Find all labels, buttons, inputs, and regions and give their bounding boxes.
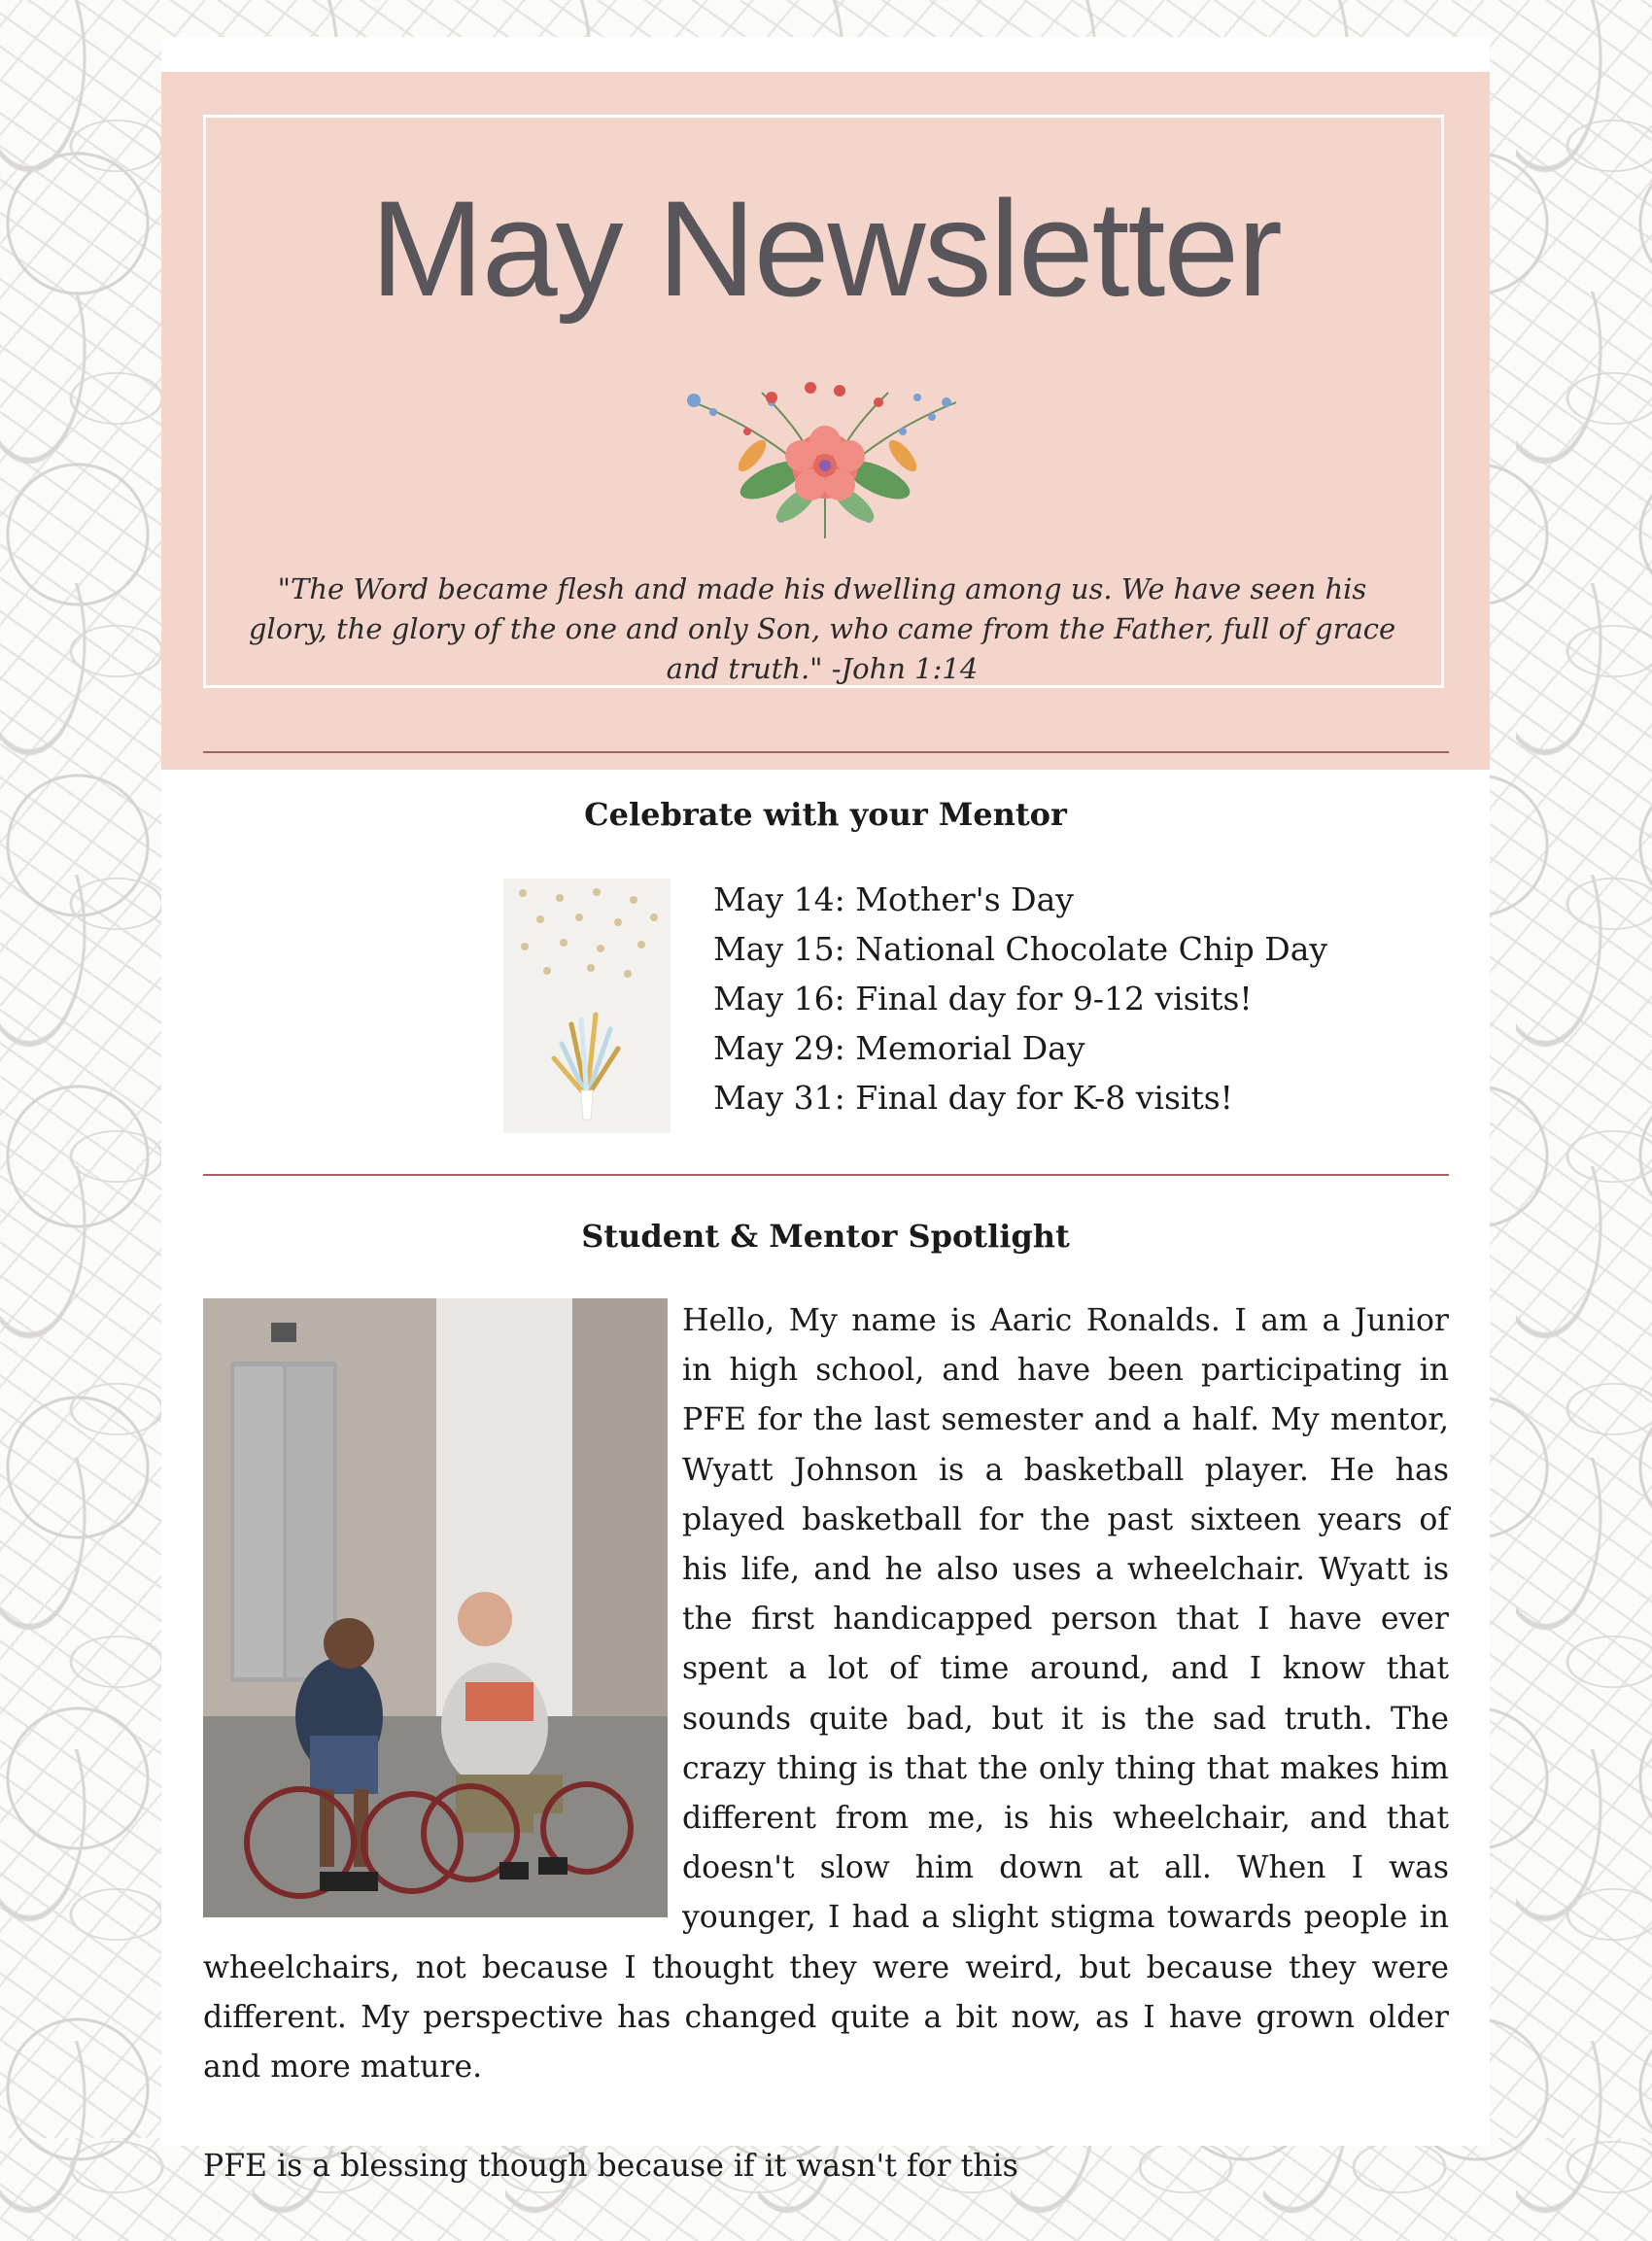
scripture-quote: "The Word became flesh and made his dwelling among us. We have seen his glory, the glory of the one and only Son, who came from the Father, full of grace and truth." -John 1:14: [248, 572, 1396, 685]
story-paragraph: PFE is a blessing though because if it wasn't for this: [203, 2149, 1018, 2185]
section-divider: [203, 751, 1449, 753]
header-banner: [161, 72, 1490, 770]
list-item: May 16: Final day for 9-12 visits!: [713, 980, 1253, 1017]
newsletter-title: May Newsletter: [370, 172, 1281, 325]
list-item: May 31: Final day for K-8 visits!: [713, 1079, 1233, 1117]
celebration-date-list: [713, 875, 1327, 1122]
section-divider: [203, 1174, 1449, 1176]
spotlight-heading: Student & Mentor Spotlight: [581, 1218, 1070, 1255]
spotlight-story: [203, 1296, 1449, 2241]
celebrate-heading: Celebrate with your Mentor: [584, 796, 1067, 833]
list-item: May 29: Memorial Day: [713, 1029, 1085, 1067]
confetti-popper-image: [503, 879, 671, 1133]
list-item: May 15: National Chocolate Chip Day: [713, 930, 1328, 968]
list-item: May 14: Mother's Day: [713, 880, 1074, 918]
floral-ornament-icon: [655, 373, 995, 548]
story-paragraph: Hello, My name is Aaric Ronalds. I am a Junior in high school, and have been participating in PFE for the last semester and a half. My mentor, Wyatt Johnson is a basketball player. He has played basketball for the past sixteen years of his life, and he also uses a wheelchair. Wyatt is the first handicapped person that I have ever spent a lot of time around, and I know that sounds quite bad, but it is the sad truth. The crazy thing is that the only thing that makes him different from me, is his wheelchair, and that doesn't slow him down at all. When I was younger, I had a slight stigma towards people in wheelchairs, not because I thought they were weird, but because they were different. My perspective has changed quite a bit now, as I have grown older and more mature.: [203, 1303, 1449, 2086]
photo-float-spacer: [203, 1296, 682, 1915]
newsletter-page: [161, 37, 1490, 2185]
